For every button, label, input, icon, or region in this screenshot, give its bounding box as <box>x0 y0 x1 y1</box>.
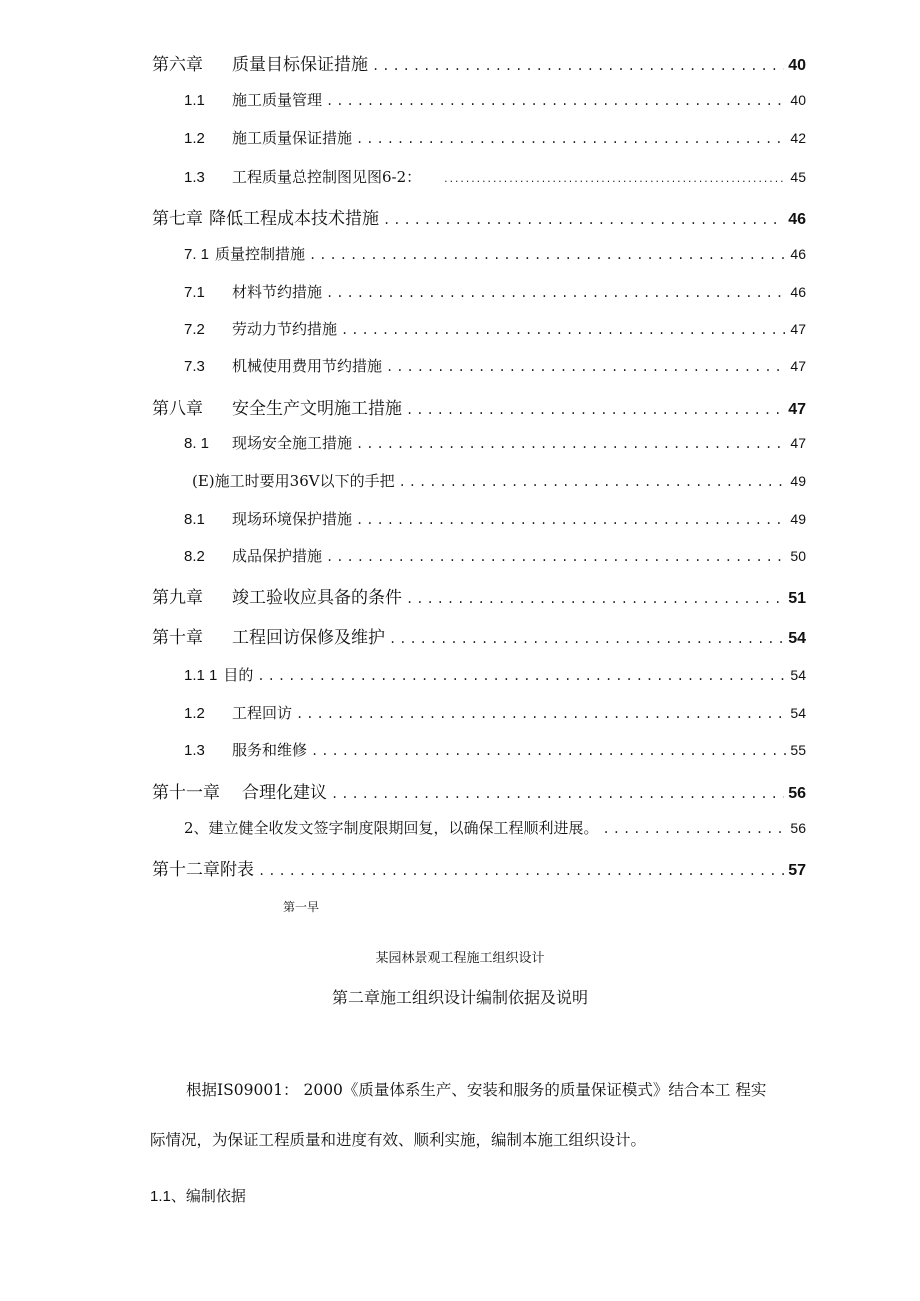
toc-entry-number: 7.2 <box>184 321 205 338</box>
chapter-title: 第二章施工组织设计编制依据及说明 <box>331 988 588 1007</box>
toc-entry-title: 质量目标保证措施 <box>232 55 368 75</box>
toc-page-number: 40 <box>788 57 806 74</box>
toc-dot-leader <box>331 787 784 801</box>
toc-entry-title: 机械使用费用节约措施 <box>232 357 383 375</box>
toc-chapter-entry[interactable] <box>0 855 920 880</box>
toc-entry-number: 1.3 <box>184 169 205 186</box>
toc-dot-leader <box>406 592 784 606</box>
toc-section-entry[interactable] <box>0 432 920 453</box>
toc-dot-leader <box>406 403 784 417</box>
toc-dot-leader <box>257 669 786 683</box>
toc-dot-leader <box>399 475 787 489</box>
toc-page-number: 54 <box>790 705 806 721</box>
chapter-mark: 第一早 <box>283 900 320 914</box>
toc-dot-leader <box>386 360 786 374</box>
toc-entry-number: 1.3 <box>184 742 205 759</box>
toc-page-number: 46 <box>790 284 806 300</box>
toc-entry-title: 工程质量总控制图见图6-2： <box>232 168 422 186</box>
toc-chapter-entry[interactable] <box>0 623 920 648</box>
toc-chapter-entry[interactable] <box>0 204 920 229</box>
toc-dot-leader <box>326 94 786 108</box>
toc-entry-title: 质量控制措施 <box>215 245 306 263</box>
toc-section-entry[interactable] <box>0 127 920 148</box>
toc-dot-leader <box>356 132 786 146</box>
toc-page-number: 42 <box>790 130 806 146</box>
toc-entry-number: 8.1 <box>184 511 205 528</box>
toc-dot-leader <box>372 59 784 73</box>
toc-page-number: 56 <box>788 785 806 802</box>
toc-dot-leader <box>309 248 786 262</box>
toc-page-number: 45 <box>790 169 806 185</box>
toc-dot-leader <box>311 744 786 758</box>
toc-page-number: 47 <box>790 358 806 374</box>
toc-dot-leader <box>356 513 786 527</box>
toc-page-number: 51 <box>788 590 806 607</box>
toc-entry-title: 劳动力节约措施 <box>232 320 338 338</box>
toc-page-number: 49 <box>790 473 806 489</box>
toc-entry-title: 现场安全施工措施 <box>232 434 353 452</box>
toc-page-number: 50 <box>790 548 806 564</box>
toc-entry-number: 1.1 1 <box>184 667 218 684</box>
toc-page-number: 54 <box>790 667 806 683</box>
toc-section-entry[interactable] <box>0 739 920 760</box>
toc-entry-number: 7.1 <box>184 284 205 301</box>
toc-page-number: 55 <box>790 742 806 758</box>
toc-entry-number: 1.2 <box>184 705 205 722</box>
toc-page-number: 57 <box>788 862 806 879</box>
toc-section-entry[interactable] <box>0 243 920 264</box>
toc-page-number: 54 <box>788 630 806 647</box>
toc-dot-leader <box>443 175 786 185</box>
toc-entry-title: 施工质量管理 <box>232 91 323 109</box>
toc-dot-leader <box>341 323 786 337</box>
toc-section-entry[interactable] <box>0 702 920 723</box>
toc-entry-title: 现场环境保护措施 <box>232 510 353 528</box>
toc-entry-number: 7. 1 <box>184 246 210 263</box>
toc-page-number: 47 <box>790 435 806 451</box>
toc-entry-title: 2、建立健全收发文签字制度限期回复，以确保工程顺利进展。 <box>184 819 599 837</box>
toc-section-entry[interactable] <box>0 355 920 376</box>
toc-dot-leader <box>326 286 786 300</box>
toc-section-entry[interactable] <box>0 817 920 838</box>
toc-entry-title: 降低工程成本技术措施 <box>209 209 379 229</box>
toc-entry-title: 材料节约措施 <box>232 283 323 301</box>
toc-entry-number: 第六章 <box>152 55 203 75</box>
toc-entry-number: 8.2 <box>184 548 205 565</box>
toc-entry-number: 第七章 <box>152 209 203 229</box>
toc-page-number: 56 <box>790 820 806 836</box>
toc-entry-number: 第十章 <box>152 628 203 648</box>
toc-entry-title: 目的 <box>223 666 254 684</box>
toc-entry-title: 第十二章附表 <box>152 860 254 880</box>
toc-entry-number: 第八章 <box>152 399 203 419</box>
subheading: 1.1、编制依据 <box>150 1188 246 1205</box>
toc-page-number: 47 <box>790 321 806 337</box>
toc-section-entry[interactable] <box>0 281 920 302</box>
toc-entry-title: 安全生产文明施工措施 <box>232 399 402 419</box>
toc-page-number: 47 <box>788 401 806 418</box>
toc-entry-number: 1.1 <box>184 92 205 109</box>
toc-dot-leader <box>326 550 786 564</box>
toc-chapter-entry[interactable] <box>0 778 920 803</box>
toc-entry-title: 工程回访保修及维护 <box>232 628 385 648</box>
paragraph-line-1: 根据IS09001： 2000《质量体系生产、安装和服务的质量保证模式》结合本工 程实 <box>186 1081 767 1099</box>
toc-dot-leader <box>258 864 784 878</box>
toc-section-entry[interactable] <box>0 545 920 566</box>
toc-entry-title: 施工质量保证措施 <box>232 129 353 147</box>
toc-chapter-entry[interactable] <box>0 394 920 419</box>
toc-section-entry[interactable] <box>0 664 920 685</box>
toc-section-entry[interactable] <box>0 470 920 491</box>
toc-entry-title: (E)施工时要用36V以下的手把 <box>192 472 395 490</box>
toc-page-number: 46 <box>788 211 806 228</box>
document-header: 某园林景观工程施工组织设计 <box>375 951 545 966</box>
toc-section-entry[interactable] <box>0 89 920 110</box>
toc-entry-title: 成品保护措施 <box>232 547 323 565</box>
paragraph-line-2: 际情况，为保证工程质量和进度有效、顺利实施，编制本施工组织设计。 <box>150 1131 647 1149</box>
toc-section-entry[interactable] <box>0 318 920 339</box>
toc-page-number: 49 <box>790 511 806 527</box>
toc-page-number: 46 <box>790 246 806 262</box>
toc-entry-title: 服务和维修 <box>232 741 308 759</box>
toc-page-number: 40 <box>790 92 806 108</box>
toc-entry-title: 工程回访 <box>232 704 293 722</box>
toc-entry-number: 第十一章 <box>152 783 220 803</box>
toc-entry-number: 1.2 <box>184 130 205 147</box>
toc-dot-leader <box>356 437 786 451</box>
toc-section-entry[interactable] <box>0 508 920 529</box>
toc-chapter-entry[interactable] <box>0 50 920 75</box>
toc-entry-number: 8. 1 <box>184 435 210 452</box>
toc-section-entry[interactable] <box>0 166 920 187</box>
toc-entry-number: 7.3 <box>184 358 205 375</box>
toc-dot-leader <box>389 632 784 646</box>
toc-entry-title: 竣工验收应具备的条件 <box>232 588 402 608</box>
toc-entry-title: 合理化建议 <box>242 783 327 803</box>
toc-dot-leader <box>383 213 784 227</box>
toc-chapter-entry[interactable] <box>0 583 920 608</box>
toc-dot-leader <box>296 707 786 721</box>
toc-dot-leader <box>603 822 787 836</box>
toc-entry-number: 第九章 <box>152 588 203 608</box>
